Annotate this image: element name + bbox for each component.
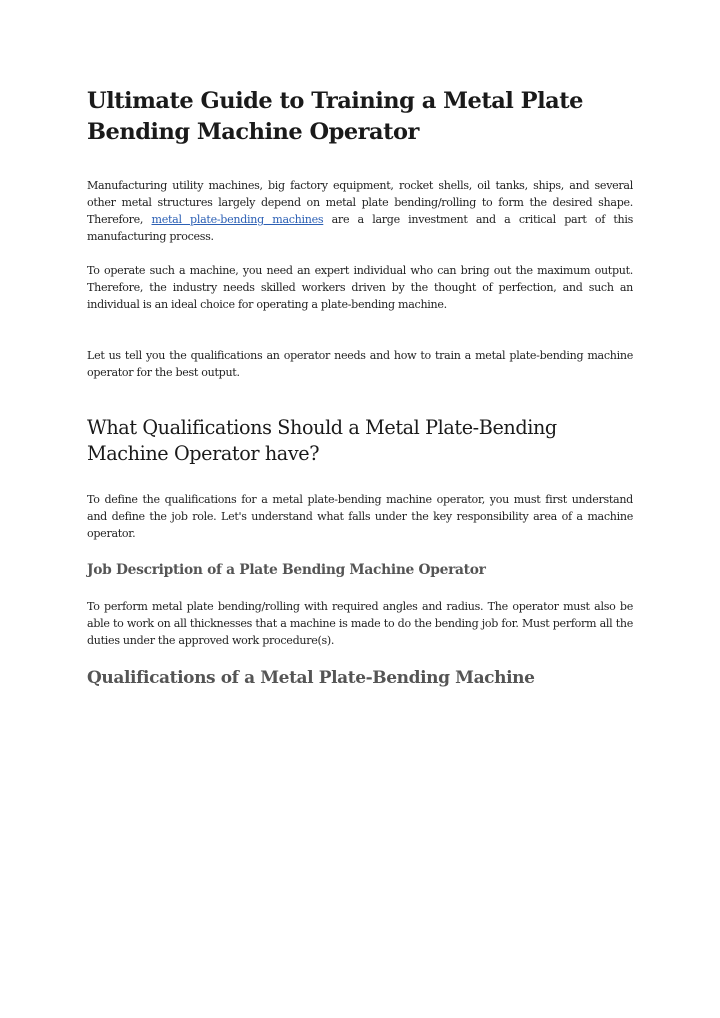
subheading-job-description: Job Description of a Plate Bending Machine Operator	[87, 562, 486, 578]
intro-paragraph-3: Let us tell you the qualifications an operator needs and how to train a metal plate-bending machine operator for the best output.	[87, 349, 633, 379]
section-heading-qualifications: What Qualifications Should a Metal Plate-Bending Machine Operator have?	[87, 416, 557, 465]
metal-plate-bending-machines-link[interactable]: metal plate-bending machines	[151, 213, 324, 226]
intro-paragraph-1-text-before: Manufacturing utility machines, big factory equipment, rocket shells, oil tanks, ships, and several other metal structures largely depend on metal plate bending/rolling to form the desired shape. Therefore,	[87, 179, 633, 226]
intro-paragraph-2: To operate such a machine, you need an expert individual who can bring out the maximum output. Therefore, the industry needs skilled workers driven by the thought of perfection, and such an individual is an ideal choice for operating a plate-bending machine.	[87, 264, 633, 311]
subheading-qualifications: Qualifications of a Metal Plate-Bending Machine	[87, 668, 535, 688]
section-paragraph-1: To define the qualifications for a metal plate-bending machine operator, you must first understand and define the job role. Let's understand what falls under the key responsibility area of a machine operator.	[87, 493, 633, 540]
page-title: Ultimate Guide to Training a Metal Plate Bending Machine Operator	[87, 88, 583, 145]
intro-paragraph-1	[87, 177, 633, 245]
intro-paragraph-1-text-after: are a large investment and a critical part of this manufacturing process.	[87, 213, 633, 243]
section-paragraph-2: To perform metal plate bending/rolling with required angles and radius. The operator must also be able to work on all thicknesses that a machine is made to do the bending job for. Must perform all the duties under the approved work procedure(s).	[87, 600, 633, 647]
